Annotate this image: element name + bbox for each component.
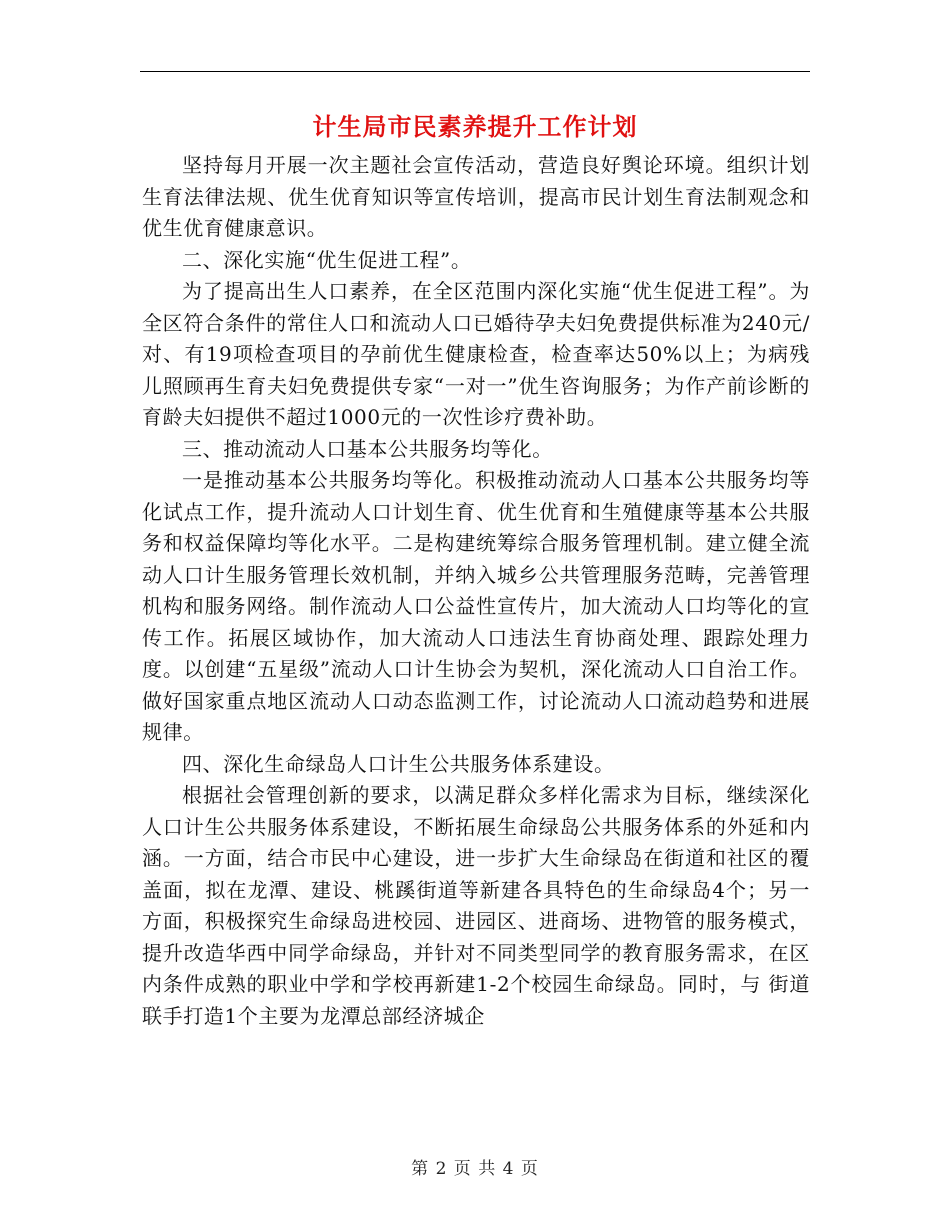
section-heading-4: 四、深化生命绿岛人口计生公共服务体系建设。: [182, 751, 615, 776]
paragraph-section-4: 根据社会管理创新的要求，以满足群众多样化需求为目标，继续深化人口计生公共服务体系建设，不断拓展生命绿岛公共服务体系的外延和内涵。一方面，结合市民中心建设，进一步扩大生命绿岛在街道和社区的覆盖面，拟在龙潭、建设、桃蹊街道等新建各具特色的生命绿岛4个；另一方面，积极探究生命绿岛进校园、进园区、进商场、进物管的服务模式，提升改造华西中同学命绿岛，并针对不同类型同学的教育服务需求，在区内条件成熟的职业中学和学校再新建1-2个校园生命绿岛。同时，与 街道联手打造1个主要为龙潭总部经济城企: [142, 783, 810, 1028]
document-title: 计生局市民素养提升工作计划: [312, 112, 638, 141]
section-heading-2: 二、深化实施“优生促进工程”。: [182, 247, 472, 272]
section-heading-3: 三、推动流动人口基本公共服务均等化。: [182, 436, 553, 461]
paragraph-section-2: 为了提高出生人口素养，在全区范围内深化实施“优生促进工程”。为全区符合条件的常住人口和流动人口已婚待孕夫妇免费提供标准为240元/对、有19项检查项目的孕前优生健康检查，检查率达50%以上；为病残儿照顾再生育夫妇免费提供专家“一对一”优生咨询服务；为作产前诊断的育龄夫妇提供不超过1000元的一次性诊疗费补助。: [142, 279, 810, 429]
paragraph-intro: 坚持每月开展一次主题社会宣传活动，营造良好舆论环境。组织计划生育法律法规、优生优育知识等宣传培训，提高市民计划生育法制观念和优生优育健康意识。: [142, 153, 810, 240]
page-number-footer: 第 2 页 共 4 页: [411, 1159, 539, 1179]
header-rule: [140, 71, 810, 72]
paragraph-section-3: 一是推动基本公共服务均等化。积极推动流动人口基本公共服务均等化试点工作，提升流动人口计划生育、优生优育和生殖健康等基本公共服务和权益保障均等化水平。二是构建统筹综合服务管理机制。建立健全流动人口计生服务管理长效机制，并纳入城乡公共管理服务范畴，完善管理机构和服务网络。制作流动人口公益性宣传片，加大流动人口均等化的宣传工作。拓展区域协作，加大流动人口违法生育协商处理、跟踪处理力度。以创建“五星级”流动人口计生协会为契机，深化流动人口自治工作。做好国家重点地区流动人口动态监测工作，讨论流动人口流动趋势和进展规律。: [142, 468, 810, 744]
document-body: [142, 150, 810, 1032]
